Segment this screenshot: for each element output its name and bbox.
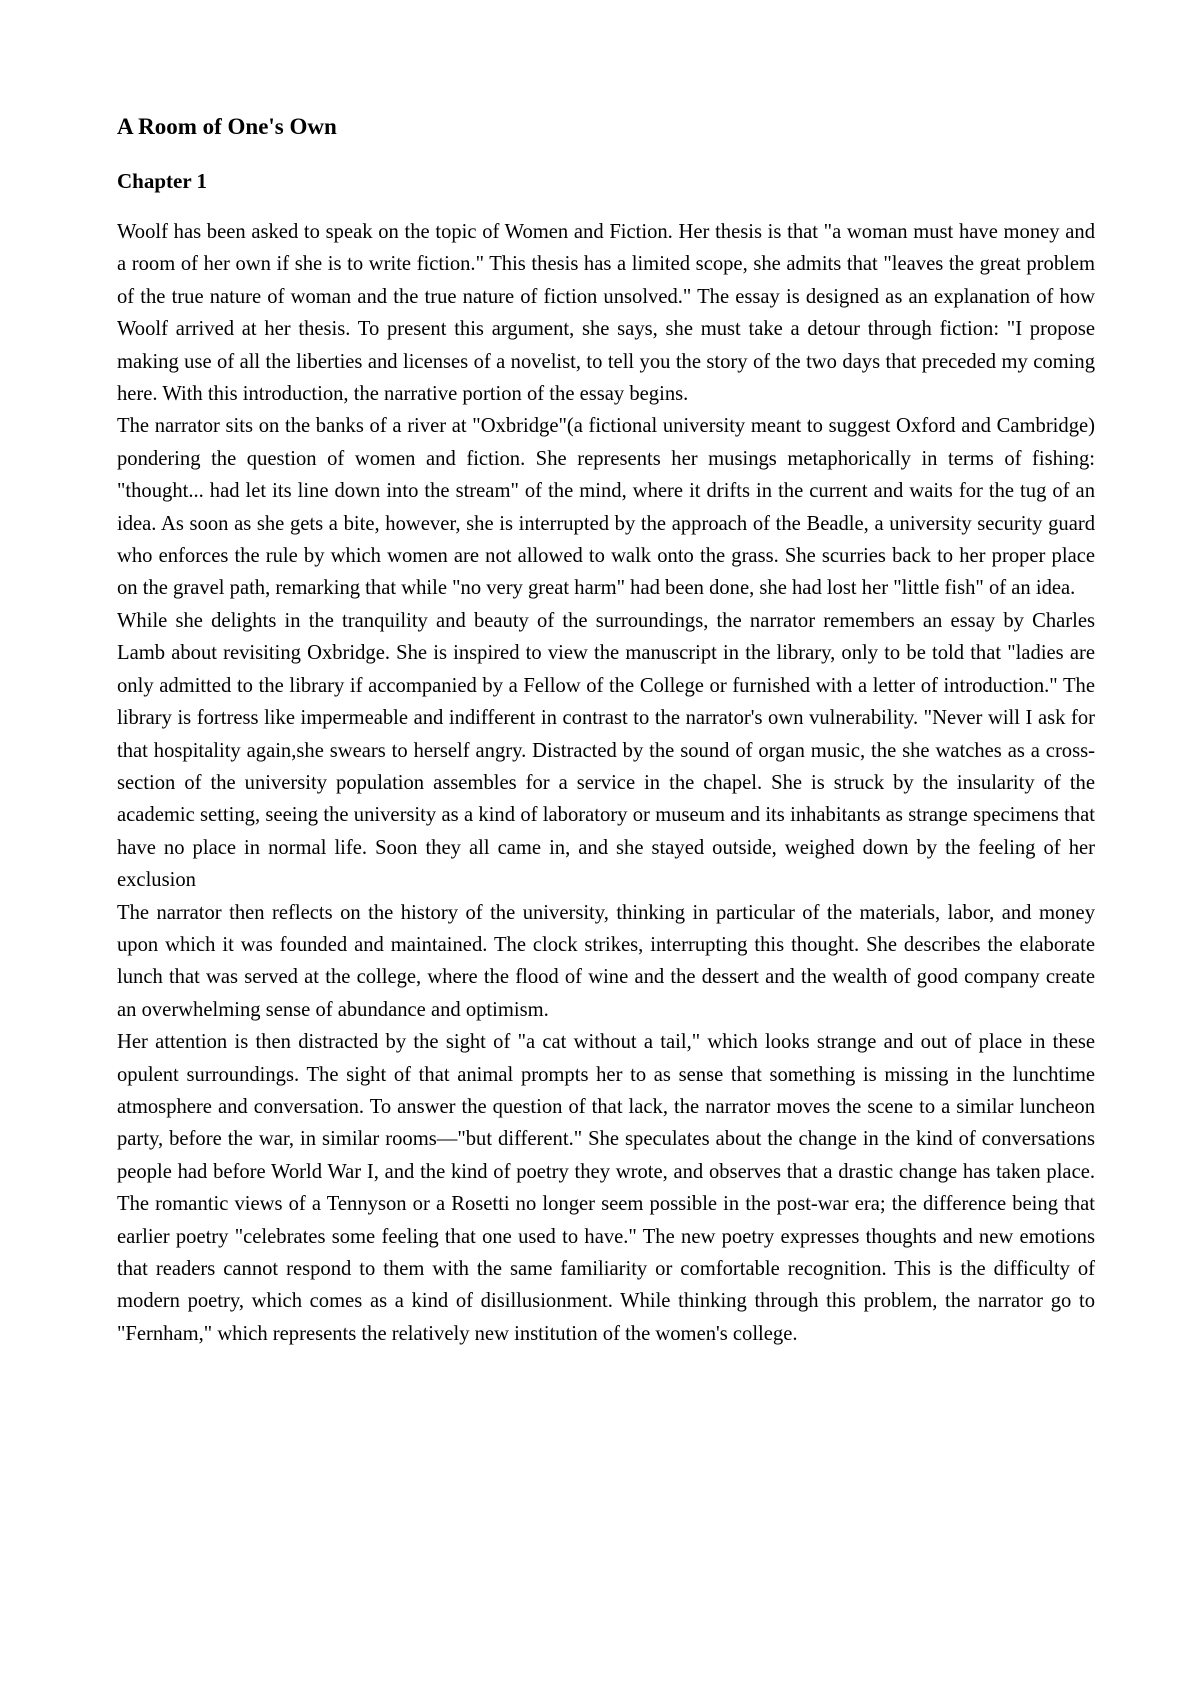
document-title: A Room of One's Own	[117, 114, 337, 139]
paragraph: While she delights in the tranquility and beauty of the surroundings, the narrator remembers an essay by Charles Lamb about revisiting Oxbridge. She is inspired to view the manuscript in the library, only to be told that "ladies are only admitted to the library if accompanied by a Fellow of the College or furnished with a letter of introduction." The library is fortress like impermeable and indifferent in contrast to the narrator's own vulnerability. "Never will I ask for that hospitality again,she swears to herself angry. Distracted by the sound of organ music, the she watches as a cross-section of the university population assembles for a service in the chapel. She is struck by the insularity of the academic setting, seeing the university as a kind of laboratory or museum and its inhabitants as strange specimens that have no place in normal life. Soon they all came in, and she stayed outside, weighed down by the feeling of her exclusion	[117, 609, 1095, 892]
paragraph: Woolf has been asked to speak on the topic of Women and Fiction. Her thesis is that "a woman must have money and a room of her own if she is to write fiction." This thesis has a limited scope, she admits that "leaves the great problem of the true nature of woman and the true nature of fiction unsolved." The essay is designed as an explanation of how Woolf arrived at her thesis. To present this argument, she says, she must take a detour through fiction: "I propose making use of all the liberties and licenses of a novelist, to tell you the story of the two days that preceded my coming here. With this introduction, the narrative portion of the essay begins.	[117, 221, 1095, 406]
paragraph: Her attention is then distracted by the sight of "a cat without a tail," which looks strange and out of place in these opulent surroundings. The sight of that animal prompts her to as sense that something is missing in the lunchtime atmosphere and conversation. To answer the question of that lack, the narrator moves the scene to a similar luncheon party, before the war, in similar rooms—"but different." She speculates about the change in the kind of conversations people had before World War I, and the kind of poetry they wrote, and observes that a drastic change has taken place. The romantic views of a Tennyson or a Rosetti no longer seem possible in the post-war era; the difference being that earlier poetry "celebrates some feeling that one used to have." The new poetry expresses thoughts and new emotions that readers cannot respond to them with the same familiarity or comfortable recognition. This is the difficulty of modern poetry, which comes as a kind of disillusionment. While thinking through this problem, the narrator go to "Fernham," which represents the relatively new institution of the women's college.	[117, 1031, 1095, 1345]
chapter-heading: Chapter 1	[117, 169, 208, 193]
document-page	[117, 112, 1095, 1350]
paragraph: The narrator sits on the banks of a river at "Oxbridge"(a fictional university meant to suggest Oxford and Cambridge) pondering the question of women and fiction. She represents her musings metaphorically in terms of fishing: "thought... had let its line down into the stream" of the mind, where it drifts in the current and waits for the tug of an idea. As soon as she gets a bite, however, she is interrupted by the approach of the Beadle, a university security guard who enforces the rule by which women are not allowed to walk onto the grass. She scurries back to her proper place on the gravel path, remarking that while "no very great harm" had been done, she had lost her "little fish" of an idea.	[117, 415, 1095, 600]
paragraph: The narrator then reflects on the history of the university, thinking in particular of the materials, labor, and money upon which it was founded and maintained. The clock strikes, interrupting this thought. She describes the elaborate lunch that was served at the college, where the flood of wine and the dessert and the wealth of good company create an overwhelming sense of abundance and optimism.	[117, 901, 1095, 1021]
document-body	[117, 216, 1095, 1350]
